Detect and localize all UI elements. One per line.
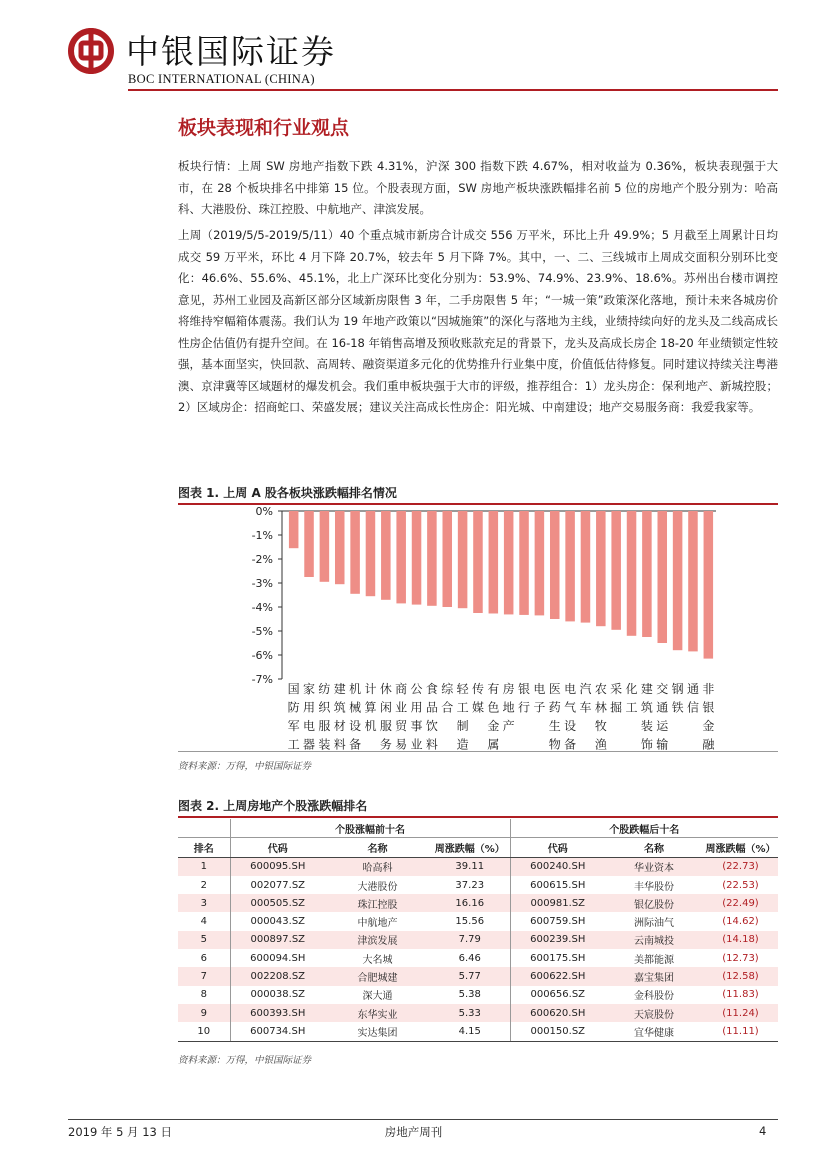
category-label-char: 料 bbox=[425, 737, 438, 750]
y-tick-label: -6% bbox=[251, 649, 273, 662]
table-cell: 37.23 bbox=[455, 879, 485, 891]
column-header: 名称 bbox=[325, 838, 430, 857]
table-row bbox=[178, 912, 778, 930]
category-label-char: 算 bbox=[364, 700, 377, 715]
category-label bbox=[364, 681, 376, 733]
y-tick-label: -4% bbox=[251, 601, 273, 614]
chart-bar bbox=[611, 511, 621, 630]
chart-bar bbox=[396, 511, 406, 603]
table-cell: 珠江控股 bbox=[325, 894, 430, 912]
category-label bbox=[518, 682, 530, 715]
paragraph-sector-performance: 板块行情：上周 SW 房地产指数下跌 4.31%，沪深 300 指数下跌 4.67%，相对收益为 0.36%，板块表现强于大市，在 28 个板块排名中排第 15 位。个股表现方面，SW 房地产板块涨跌幅排名前 5 位的房地产个股分别为：哈高科、大港股份、珠江控股、中航地产、津滨发展。 bbox=[178, 159, 778, 216]
category-label-char: 金 bbox=[702, 719, 715, 733]
chart-bar bbox=[673, 511, 683, 650]
table-cell: 000043.SZ bbox=[230, 912, 325, 930]
category-label bbox=[349, 681, 361, 750]
table-cell: 8 bbox=[200, 989, 207, 1001]
table-row bbox=[178, 876, 778, 894]
category-label-char: 易 bbox=[395, 737, 408, 750]
category-label-char: 农 bbox=[594, 682, 607, 696]
table-cell: 15.56 bbox=[455, 916, 485, 928]
table-cell: 000656.SZ bbox=[510, 986, 605, 1004]
category-label bbox=[610, 682, 622, 715]
table-cell: 大名城 bbox=[362, 954, 393, 966]
category-label-char: 产 bbox=[502, 719, 515, 733]
boc-logo-icon bbox=[68, 28, 114, 74]
stock-ranking-table bbox=[178, 819, 778, 1042]
category-label bbox=[503, 681, 515, 733]
y-tick-label: -5% bbox=[251, 625, 273, 638]
category-label bbox=[426, 682, 438, 750]
category-label-char: 饰 bbox=[640, 737, 653, 750]
y-tick-label: -7% bbox=[251, 673, 273, 686]
category-label-char: 家 bbox=[303, 682, 316, 696]
category-label-char: 铁 bbox=[671, 700, 684, 715]
table-cell: 合肥城建 bbox=[325, 967, 430, 985]
category-label bbox=[533, 681, 545, 715]
table-row bbox=[178, 967, 778, 985]
sector-performance-chart bbox=[178, 505, 778, 750]
category-label bbox=[334, 681, 346, 750]
chart-bar bbox=[535, 511, 545, 615]
footer-page-number: 4 bbox=[759, 1124, 767, 1138]
category-label-char: 生 bbox=[548, 719, 561, 733]
category-label-char: 防 bbox=[287, 700, 300, 715]
figure1-source: 资料来源：万得，中银国际证券 bbox=[178, 761, 312, 772]
table-cell: 中航地产 bbox=[357, 918, 398, 930]
table-cell: 5 bbox=[178, 931, 230, 949]
table-cell: 东华实业 bbox=[325, 1004, 430, 1022]
category-label-char: 林 bbox=[594, 700, 607, 715]
table-cell: 丰华股份 bbox=[634, 881, 674, 893]
table-cell: 宜华健康 bbox=[605, 1022, 703, 1041]
category-label bbox=[411, 682, 423, 750]
category-label bbox=[656, 682, 669, 750]
table-cell: (11.24) bbox=[703, 1004, 778, 1022]
category-label-char: 纺 bbox=[318, 682, 331, 696]
table-cell: 600620.SH bbox=[510, 1004, 605, 1022]
category-label-char: 综 bbox=[441, 682, 454, 696]
table-cell: 2 bbox=[200, 879, 207, 891]
chart-bar bbox=[565, 511, 575, 621]
category-label-char: 电 bbox=[564, 682, 577, 696]
chart-bar bbox=[289, 511, 299, 548]
table-body bbox=[178, 857, 778, 1041]
category-label bbox=[395, 681, 408, 750]
category-label-char: 机 bbox=[349, 682, 362, 696]
table-cell: (12.73) bbox=[722, 952, 759, 964]
category-label-char: 休 bbox=[379, 682, 392, 696]
category-label-char: 用 bbox=[410, 700, 423, 715]
section-title: 板块表现和行业观点 bbox=[178, 117, 350, 139]
chart-bar bbox=[657, 511, 667, 643]
category-label-char: 金 bbox=[487, 719, 500, 733]
y-tick-label: -2% bbox=[251, 553, 273, 566]
category-label-char: 事 bbox=[410, 719, 423, 733]
category-label-char: 服 bbox=[379, 719, 392, 733]
category-label bbox=[288, 682, 300, 750]
table-cell: 实达集团 bbox=[325, 1022, 430, 1041]
table-cell: 洲际油气 bbox=[634, 918, 674, 930]
category-label-char: 建 bbox=[640, 682, 653, 696]
category-label-char: 运 bbox=[656, 719, 669, 733]
table-row bbox=[178, 894, 778, 912]
category-label-char: 务 bbox=[379, 737, 392, 750]
category-label bbox=[672, 682, 684, 715]
category-label-char: 建 bbox=[333, 682, 346, 696]
category-label bbox=[687, 682, 699, 715]
table-cell: 600095.SH bbox=[230, 857, 325, 876]
table-cell: 1 bbox=[178, 857, 230, 876]
category-label-char: 械 bbox=[349, 700, 362, 715]
brand-name-en: BOC INTERNATIONAL (CHINA) bbox=[128, 72, 315, 86]
category-label-char: 媒 bbox=[471, 700, 484, 715]
figure1-title: 图表 1. 上周 A 股各板块涨跌幅排名情况 bbox=[178, 486, 397, 500]
chart-bar bbox=[350, 511, 360, 594]
table-cell: 000038.SZ bbox=[230, 986, 325, 1004]
table-cell: 39.11 bbox=[430, 857, 510, 876]
category-label-char: 牧 bbox=[594, 719, 607, 733]
category-label-char: 化 bbox=[625, 682, 638, 696]
category-label-char: 筑 bbox=[640, 700, 653, 715]
table-cell: 5.77 bbox=[430, 967, 510, 985]
table-cell: 000505.SZ bbox=[230, 894, 325, 912]
table-cell: 002208.SZ bbox=[230, 967, 325, 985]
category-label-char: 备 bbox=[564, 737, 577, 750]
brand-name-cn: 中银国际证券 bbox=[126, 32, 336, 71]
table-cell: 16.16 bbox=[430, 894, 510, 912]
column-header: 排名 bbox=[178, 838, 230, 857]
category-label-char: 子 bbox=[533, 700, 546, 715]
category-label-char: 车 bbox=[579, 700, 592, 715]
category-label-char: 制 bbox=[456, 719, 469, 733]
table-cell: (22.73) bbox=[703, 857, 778, 876]
category-label bbox=[303, 681, 315, 750]
footer-date: 2019 年 5 月 13 日 bbox=[68, 1125, 172, 1139]
category-label-char: 融 bbox=[702, 737, 715, 750]
category-label-char: 工 bbox=[625, 700, 638, 715]
table-row bbox=[178, 857, 778, 876]
category-label-char: 设 bbox=[349, 719, 362, 733]
table-cell: 600175.SH bbox=[510, 949, 605, 967]
table-cell: 哈高科 bbox=[325, 857, 430, 876]
category-label-char: 银 bbox=[702, 700, 715, 715]
category-label-char: 服 bbox=[318, 719, 331, 733]
figure1-bottom-rule bbox=[178, 751, 778, 752]
table-row bbox=[178, 986, 778, 1004]
table-row bbox=[178, 949, 778, 967]
category-label-char: 信 bbox=[686, 700, 699, 715]
category-label-char: 电 bbox=[533, 682, 546, 696]
table-cell: (14.18) bbox=[703, 931, 778, 949]
category-label-char: 备 bbox=[349, 737, 362, 750]
table-row bbox=[178, 1022, 778, 1041]
category-label-char: 食 bbox=[425, 682, 438, 696]
category-label-char: 行 bbox=[518, 700, 531, 715]
footer-divider bbox=[68, 1119, 778, 1120]
category-label-char: 医 bbox=[548, 682, 561, 696]
chart-bar bbox=[642, 511, 652, 637]
table-cell: 7.79 bbox=[430, 931, 510, 949]
category-label-char: 物 bbox=[548, 737, 561, 750]
table-cell: (12.58) bbox=[703, 967, 778, 985]
category-label-char: 非 bbox=[702, 682, 715, 696]
category-label-char: 采 bbox=[610, 682, 623, 696]
category-label-char: 商 bbox=[395, 682, 408, 696]
column-header: 周涨跌幅（%） bbox=[430, 838, 510, 857]
chart-bar bbox=[473, 511, 483, 613]
category-label bbox=[626, 682, 638, 715]
category-label-char: 输 bbox=[656, 737, 669, 750]
category-label-char: 国 bbox=[287, 682, 300, 696]
column-header: 代码 bbox=[230, 838, 325, 857]
category-label bbox=[457, 682, 470, 750]
page-header bbox=[68, 28, 778, 90]
table-cell: 大港股份 bbox=[357, 881, 398, 893]
category-label bbox=[702, 681, 715, 750]
category-label-char: 房 bbox=[502, 682, 515, 696]
table-cell: 600622.SH bbox=[510, 967, 605, 985]
table-cell: 嘉宝集团 bbox=[605, 967, 703, 985]
y-tick-label: -3% bbox=[251, 577, 273, 590]
table-cell: 华业资本 bbox=[605, 857, 703, 876]
chart-bar bbox=[366, 511, 376, 596]
category-label-char: 设 bbox=[564, 719, 577, 733]
table-cell: 600094.SH bbox=[230, 949, 325, 967]
category-label bbox=[549, 682, 561, 750]
category-label bbox=[441, 681, 454, 715]
chart-bar bbox=[335, 511, 345, 584]
table-cell: 津滨发展 bbox=[325, 931, 430, 949]
category-label-char: 计 bbox=[364, 682, 377, 696]
category-label-char: 属 bbox=[487, 737, 500, 750]
table-cell: 000150.SZ bbox=[510, 1022, 605, 1041]
category-label-char: 品 bbox=[425, 700, 438, 715]
y-tick-label: 0% bbox=[255, 505, 273, 518]
chart-bar bbox=[688, 511, 698, 651]
column-header: 代码 bbox=[510, 838, 605, 857]
chart-bar bbox=[519, 511, 529, 615]
y-tick-label: -1% bbox=[251, 529, 273, 542]
category-label-char: 材 bbox=[333, 719, 346, 733]
table-cell: 6.46 bbox=[458, 952, 481, 964]
category-label bbox=[318, 682, 331, 750]
table-cell: 银亿股份 bbox=[605, 894, 703, 912]
category-label-char: 造 bbox=[456, 737, 469, 750]
table-cell: 美都能源 bbox=[634, 954, 674, 966]
chart-bar bbox=[581, 511, 591, 623]
table-cell: 600239.SH bbox=[510, 931, 605, 949]
chart-bar bbox=[442, 511, 452, 607]
table-cell: 000897.SZ bbox=[230, 931, 325, 949]
table-row bbox=[178, 1004, 778, 1022]
table-cell: 002077.SZ bbox=[230, 876, 325, 894]
chart-bar bbox=[458, 511, 468, 608]
category-label-char: 通 bbox=[656, 700, 669, 715]
table-cell: 5.33 bbox=[430, 1004, 510, 1022]
category-label bbox=[641, 681, 653, 750]
chart-bar bbox=[320, 511, 330, 582]
figure2-divider bbox=[178, 816, 778, 818]
chart-bar bbox=[504, 511, 514, 614]
category-label-char: 料 bbox=[333, 737, 346, 750]
category-label-char: 装 bbox=[640, 719, 653, 733]
category-label-char: 色 bbox=[487, 700, 500, 715]
table-cell: 600759.SH bbox=[510, 912, 605, 930]
category-label-char: 工 bbox=[287, 737, 300, 750]
column-header: 周涨跌幅（%） bbox=[703, 838, 778, 857]
category-label-char: 机 bbox=[364, 719, 377, 733]
chart-bar bbox=[550, 511, 560, 619]
category-label-char: 电 bbox=[303, 719, 316, 733]
category-label-char: 用 bbox=[303, 700, 316, 715]
chart-bar bbox=[412, 511, 422, 605]
category-label-char: 织 bbox=[318, 700, 331, 715]
category-label-char: 银 bbox=[518, 682, 531, 696]
category-label-char: 合 bbox=[441, 700, 454, 715]
category-label-char: 业 bbox=[410, 737, 423, 750]
table-cell: 5.38 bbox=[458, 989, 481, 1001]
table-cell: 600615.SH bbox=[510, 876, 605, 894]
category-label bbox=[380, 682, 392, 750]
figure2-source: 资料来源：万得，中银国际证券 bbox=[178, 1055, 312, 1066]
table-cell: 9 bbox=[178, 1004, 230, 1022]
category-label-char: 工 bbox=[456, 700, 469, 715]
table-cell: 3 bbox=[178, 894, 230, 912]
column-header: 名称 bbox=[605, 838, 703, 857]
category-label-char: 轻 bbox=[456, 682, 469, 696]
category-label-char: 渔 bbox=[594, 737, 607, 750]
chart-bar bbox=[704, 511, 714, 659]
group-header-bottom: 个股跌幅后十名 bbox=[510, 819, 778, 838]
table-cell: 600240.SH bbox=[510, 857, 605, 876]
table-cell: (14.62) bbox=[722, 916, 759, 928]
category-label-char: 饮 bbox=[425, 719, 438, 733]
chart-bar bbox=[489, 511, 499, 613]
chart-bar bbox=[627, 511, 637, 636]
category-label-char: 药 bbox=[548, 700, 561, 715]
table-cell: (22.49) bbox=[703, 894, 778, 912]
chart-bar bbox=[381, 511, 391, 600]
category-label-char: 气 bbox=[564, 700, 577, 715]
table-cell: 7 bbox=[178, 967, 230, 985]
table-cell: 天宸股份 bbox=[605, 1004, 703, 1022]
chart-bar bbox=[304, 511, 314, 577]
table-row bbox=[178, 931, 778, 949]
category-label-char: 筑 bbox=[333, 700, 346, 715]
table-cell: 4.15 bbox=[430, 1022, 510, 1041]
category-label bbox=[472, 681, 484, 715]
category-label-char: 公 bbox=[410, 682, 423, 696]
table-cell: 4 bbox=[200, 916, 207, 928]
category-label-char: 汽 bbox=[579, 682, 592, 696]
table-cell: (11.11) bbox=[703, 1022, 778, 1041]
category-label-char: 闲 bbox=[379, 700, 392, 715]
table-cell: 6 bbox=[200, 952, 207, 964]
category-label-char: 钢 bbox=[671, 682, 684, 696]
category-label bbox=[579, 682, 591, 715]
category-label-char: 业 bbox=[395, 700, 408, 715]
table-cell: 金科股份 bbox=[634, 991, 674, 1003]
table-cell: 云南城投 bbox=[605, 931, 703, 949]
category-label-char: 器 bbox=[303, 737, 316, 750]
category-label-char: 有 bbox=[487, 682, 500, 696]
category-label-char: 传 bbox=[471, 682, 484, 696]
table-cell: 600393.SH bbox=[230, 1004, 325, 1022]
table-header-row bbox=[178, 838, 778, 857]
paragraph-market-view: 上周（2019/5/5-2019/5/11）40 个重点城市新房合计成交 556 万平米，环比上升 49.9%；5 月截至上周累计日均成交 59 万平米，环比 4 月下降 20.7%，较去年 5 月下降 7%。其中，一、二、三线城市上周成交面积分别环比变化：46.6%、55.6%、45.1%，北上广深环比变化分别为：53.9%、74.9%、23.9%、18.6%。苏州出台楼市调控意见，苏州工业园及高新区部分区域新房限售 3 年，二手房限售 5 年；“一城一策”政策深化落地，预计未来各城房价将维持窄幅箱体震荡。我们认为 19 年地产政策以“因城施策”的深化与落地为主线，业绩持续向好的龙头及二线高成长性房企估值仍有提升空间。在 16-18 年销售高增及预收账款充足的背景下，龙头及高成长房企 18-20 年业绩锁定性较强，基本面坚实，快回款、高周转、融资渠道多元化的优势推升行业集中度，价值低估待修复。同时建议持续关注粤港澳、京津冀等区域题材的爆发机会。我们重申板块强于大市的评级，推荐组合：1）龙头房企：保利地产、新城控股；2）区域房企：招商蛇口、荣盛发展；建议关注高成长性房企：阳光城、中南建设；地产交易服务商：我爱我家等。 bbox=[178, 228, 778, 414]
footer-report-name: 房地产周刊 bbox=[384, 1125, 443, 1139]
category-label bbox=[595, 682, 607, 750]
category-label-char: 掘 bbox=[610, 700, 623, 715]
category-label-char: 军 bbox=[287, 719, 300, 733]
table-cell: 000981.SZ bbox=[510, 894, 605, 912]
category-label bbox=[564, 681, 576, 750]
header-divider bbox=[128, 89, 778, 91]
chart-bar bbox=[596, 511, 606, 626]
category-label-char: 地 bbox=[502, 700, 515, 715]
category-label-char: 通 bbox=[686, 682, 699, 696]
figure2-title: 图表 2. 上周房地产个股涨跌幅排名 bbox=[178, 799, 368, 813]
table-cell: (22.53) bbox=[722, 879, 759, 891]
table-cell: 10 bbox=[178, 1022, 230, 1041]
group-header-top: 个股涨幅前十名 bbox=[230, 819, 510, 838]
category-label-char: 装 bbox=[318, 737, 331, 750]
category-label-char: 贸 bbox=[395, 719, 408, 733]
table-cell: 深大通 bbox=[362, 991, 393, 1003]
table-corner bbox=[178, 819, 230, 838]
table-cell: (11.83) bbox=[722, 989, 759, 1001]
category-label bbox=[487, 682, 499, 750]
chart-bar bbox=[427, 511, 437, 606]
table-cell: 600734.SH bbox=[230, 1022, 325, 1041]
category-label-char: 交 bbox=[656, 682, 669, 696]
